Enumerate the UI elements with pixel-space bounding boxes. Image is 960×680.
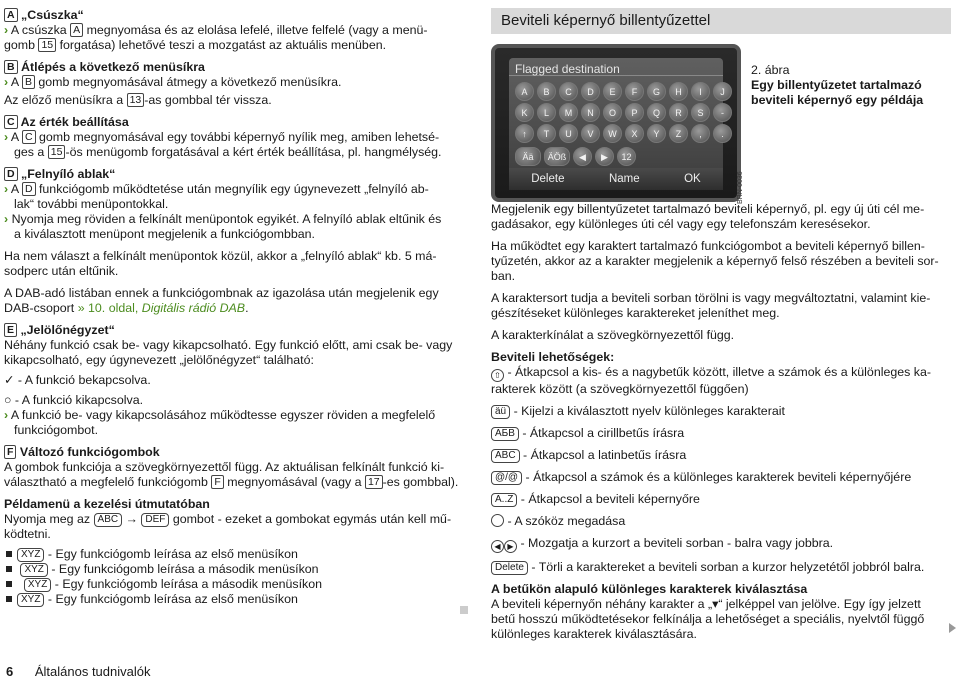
list-item: XYZ - Egy funkciógomb leírása az első menüsíkon [4,592,464,607]
shift-up-icon: ⇧ [491,369,504,382]
section-g-title: Példamenü a kezelési útmutatóban [4,497,210,511]
keyboard-key[interactable]: 12 [617,147,636,166]
keyboard-key[interactable]: D [581,82,600,101]
list-item: XYZ - Egy funkciógomb leírása az első menüsíkon [4,547,464,562]
keyboard-row-3 [515,124,732,143]
section-f-title: Változó funkciógombok [19,445,160,459]
keyboard-key[interactable]: P [625,103,644,122]
keyboard-key[interactable]: G [647,82,666,101]
section-b-title: Átlépés a következő menüsíkra [21,60,205,74]
next-page-arrow-icon [949,623,956,633]
figure-caption: 2. ábra Egy billentyűzetet tartalmazó beviteli képernyő egy példája [751,63,924,107]
circle-icon: ○ [4,393,12,407]
figure-tag: BRN-0036 [737,171,744,204]
keyboard-key[interactable]: T [537,124,556,143]
keyboard-row-1 [515,82,732,101]
infotainment-screen-figure [491,44,741,202]
keyboard-key[interactable]: N [581,103,600,122]
delete-softkey[interactable]: Delete [531,172,565,185]
keyboard-key[interactable]: - [713,103,732,122]
keyboard-row-4 [515,147,636,166]
right-column: Beviteli képernyő billentyűzettel Flagged destination A B C D E F G H I J K L M N O P Q R S - ↑ T U V W X Y Z , . Ää ÄÖß ◀ ▶ 12 Delete Name OK BRN-0036 2. ábra Egy billentyűzetet tartalmazó beviteli képernyő egy példája Megjelenik egy billentyűzetet tartalmazó beviteli képernyő, pl. egy új úti cél me- gadásakor, egy különleges úti cél vagy egy telefonszám keresésekor. Ha működtet egy karaktert tartalmazó funkciógombot a beviteli képernyő billen- tyűzetén, akkor az a karakter megjelenik a képernyő felső részében a beviteli sor- ban. A karaktersort tudja a beviteli sorban törölni is vagy megváltoztatni, valamint kie- gészítéseket különleges karaktereket jeleníthet meg. A karakterkínálat a szövegkörnyezettől függ. Beviteli lehetőségek: ⇧ - Átkapcsol a kis- és a nagybetűk között, illetve a számok és a különleges ka- rakterek között (a szövegkörnyezettől függően) äü - Kijelzi a kiválasztott nyelv különleges karakterait АБВ - Átkapcsol a cirillbetűs írásra ABC - Átkapcsol a latinbetűs írásra @/@ - Átkapcsol a számok és a különleges karakterek beviteli képernyőjére A..Z - Átkapcsol a beviteli képernyőre - A szóköz megadása ◀ ▶ - Mozgatja a kurzort a beviteli sorban - balra vagy jobbra. Delete - Törli a karaktereket a beviteli sorban a kurzor helyzetétől jobbról balra. A betűkön alapuló különleges karakterek kiválasztása A beviteli képernyőn néhány karakter a „▾“ jelképpel van jelölve. Egy így jelzett betű hosszú működtetésekor felkínálja a lehetőséget a speciális, nyelvtől függő különleges karakterek kiválasztására. [491,8,951,628]
keyboard-key[interactable]: F [625,82,644,101]
keyboard-key[interactable]: U [559,124,578,143]
section-d-title: „Felnyíló ablak“ [21,167,116,181]
keyboard-key[interactable]: , [691,124,710,143]
section-a-title: „Csúszka“ [21,8,84,22]
keyboard-key[interactable]: Z [669,124,688,143]
keyboard-key[interactable]: . [713,124,732,143]
key-a: A [4,8,18,22]
keyboard-key[interactable]: I [691,82,710,101]
list-item: XYZ - Egy funkciógomb leírása a második menüsíkon [4,577,464,592]
keyboard-key[interactable]: Y [647,124,666,143]
keyboard-key[interactable]: H [669,82,688,101]
cursor-left-icon: ◀ [491,540,504,553]
keyboard-key[interactable]: J [713,82,732,101]
keyboard-key[interactable]: L [537,103,556,122]
keyboard-key[interactable]: E [603,82,622,101]
keyboard-key[interactable]: B [537,82,556,101]
footer-title: Általános tudnivalók [34,664,151,679]
keyboard-key[interactable]: Ää [515,147,541,166]
name-softkey[interactable]: Name [608,172,640,185]
keyboard-key[interactable]: ◀ [573,147,592,166]
list-item: XYZ - Egy funkciógomb leírása a második menüsíkon [4,562,464,577]
keyboard-key[interactable]: Q [647,103,666,122]
page-number: 6 [6,664,14,679]
page-link[interactable]: » 10. oldal, [77,301,139,315]
space-icon [491,514,504,527]
keyboard-key[interactable]: V [581,124,600,143]
ok-softkey[interactable]: OK [684,172,701,185]
keyboard-key[interactable]: W [603,124,622,143]
keyboard-key[interactable]: K [515,103,534,122]
cursor-right-icon: ▶ [504,540,517,553]
page-footer [6,664,151,679]
section-header: Beviteli képernyő billentyűzettel [491,8,951,34]
keyboard-key[interactable]: C [559,82,578,101]
keyboard-key[interactable]: M [559,103,578,122]
checkmark-icon: ✓ [4,373,15,387]
section-c-title: Az érték beállítása [20,115,129,129]
screen-footer [509,168,723,190]
keyboard-key[interactable]: ▶ [595,147,614,166]
screen-input-line: Flagged destination [509,58,723,76]
section-end-marker [460,606,468,614]
keyboard-key[interactable]: ÄÖß [544,147,570,166]
keyboard-key[interactable]: S [691,103,710,122]
left-column: A „Csúszka“ › A csúszka A megnyomása és az elolása lefelé, illetve felfelé (vagy a menü- gomb 15 forgatása) lehetővé teszi a mozgatást az aktuális menüben. B Átlépés a következő menüsíkra › A B gomb megnyomásával átmegy a következő menüsíkra. Az előző menüsíkra a 13 -as gombbal tér vissza. C Az érték beállítása › A C gomb megnyomásával egy további képernyő nyílik meg, amiben lehetsé- ges a 15 -ös menügomb forgatásával a kért érték beállítása, pl. hangmélység. D „Felnyíló ablak“ › A D funkciógomb működtetése után megnyílik egy úgynevezett „felnyíló ab- lak“ további menüpontokkal. › Nyomja meg röviden a felkínált menüpontok egyikét. A felnyíló ablak eltűnik és a kiválasztott menüpont megjelenik a funkciógombban. Ha nem választ a felkínált menüpontok közül, akkor a „felnyíló ablak“ kb. 5 má- sodperc után eltűnik. A DAB-adó listában ennek a funkciógombnak az igazolása után megjelenik egy DAB-csoport » 10. oldal, Digitális rádió DAB. E „Jelölőnégyzet“ Néhány funkció csak be- vagy kikapcsolható. Egy funkció előtt, ami csak be- vagy kikapcsolható, egy úgynevezett „jelölőnégyzet“ található: ✓ - A funkció bekapcsolva. ○ - A funkció kikapcsolva. › A funkció be- vagy kikapcsolásához működtesse egyszer röviden a megfelelő funkciógombot. F Változó funkciógombok A gombok funkciója a szövegkörnyezettől függ. Az aktuálisan felkínált funkció ki- választható a megfelelő funkciógomb F megnyomásával (vagy a 17 -es gombbal). Példamenü a kezelési útmutatóban Nyomja meg az ABC → DEF gombot - ezeket a gombokat egymás után kell mű- ködtetni. XYZ - Egy funkciógomb leírása az első menüsíkon XYZ - Egy funkciógomb leírása a második menüsíkon XYZ - Egy funkciógomb leírása a második menüsíkon XYZ - Egy funkciógomb leírása az első menüsíkon [4,8,464,607]
keyboard-key[interactable]: ↑ [515,124,534,143]
keyboard-key[interactable]: X [625,124,644,143]
keyboard-row-2 [515,103,732,122]
section-e-title: „Jelölőnégyzet“ [20,323,115,337]
keyboard-key[interactable]: R [669,103,688,122]
special-char-icon: ▾ [712,597,719,611]
keyboard-key[interactable]: A [515,82,534,101]
keyboard-key[interactable]: O [603,103,622,122]
